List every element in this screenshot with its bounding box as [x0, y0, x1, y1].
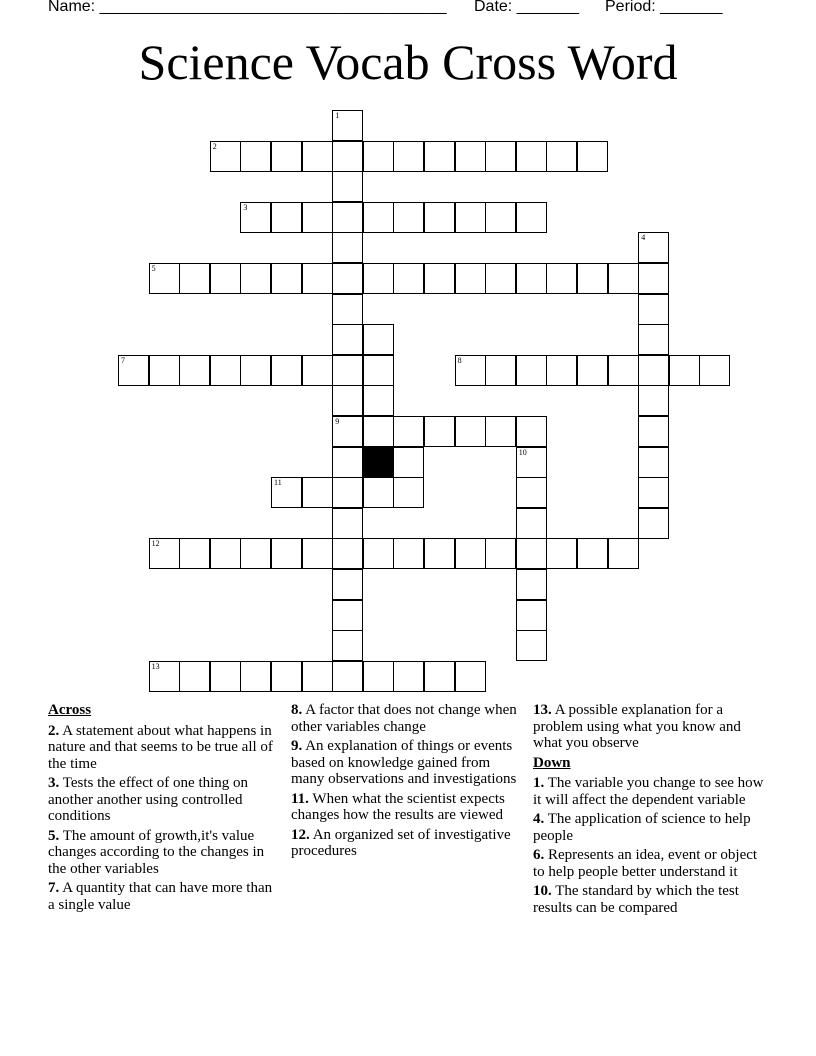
grid-cell[interactable] — [485, 538, 516, 569]
clue-down-6: 6. Represents an idea, event or object to help people better understand it — [533, 847, 758, 880]
grid-cell[interactable] — [516, 630, 547, 661]
grid-cell[interactable] — [546, 538, 577, 569]
grid-cell[interactable] — [118, 355, 149, 386]
grid-cell[interactable] — [638, 324, 669, 355]
grid-cell[interactable] — [638, 294, 669, 325]
grid-cell[interactable] — [363, 416, 394, 447]
grid-cell[interactable] — [332, 294, 363, 325]
grid-cell[interactable] — [149, 263, 180, 294]
grid-cell[interactable] — [240, 202, 271, 233]
grid-cell[interactable] — [516, 508, 547, 539]
grid-cell[interactable] — [485, 416, 516, 447]
grid-cell[interactable] — [638, 232, 669, 263]
clue-across-11: 11. When what the scientist expects changes how the results are viewed — [291, 790, 505, 823]
grid-cell[interactable] — [302, 202, 333, 233]
grid-cell[interactable] — [302, 355, 333, 386]
grid-cell[interactable] — [332, 141, 363, 172]
grid-cell[interactable] — [455, 202, 486, 233]
clue-across-13: 13. A possible explanation for a problem using what you know and what you observe — [533, 702, 741, 751]
grid-cell[interactable] — [179, 263, 210, 294]
grid-cell[interactable] — [393, 661, 424, 692]
grid-cell[interactable] — [332, 661, 363, 692]
grid-cell[interactable] — [332, 600, 363, 631]
grid-cell[interactable] — [608, 263, 639, 294]
clue-number: 13 — [151, 661, 160, 671]
grid-cell[interactable] — [210, 661, 241, 692]
grid-cell[interactable] — [271, 141, 302, 172]
clue-across-5: 5. The amount of growth,it's value changes according to the changes in the other variables — [48, 827, 265, 877]
grid-cell[interactable] — [363, 355, 394, 386]
grid-cell[interactable] — [393, 263, 424, 294]
grid-cell[interactable] — [332, 232, 363, 263]
grid-cell[interactable] — [271, 477, 302, 508]
grid-cell[interactable] — [363, 385, 394, 416]
grid-cell[interactable] — [332, 569, 363, 600]
grid-cell[interactable] — [271, 202, 302, 233]
clue-number: 8 — [457, 355, 462, 365]
grid-cell[interactable] — [149, 661, 180, 692]
grid-cell[interactable] — [393, 141, 424, 172]
clue-number: 4 — [641, 233, 646, 243]
grid-cell[interactable] — [363, 202, 394, 233]
grid-cell[interactable] — [455, 538, 486, 569]
blocked-cell — [363, 447, 394, 478]
grid-cell[interactable] — [638, 355, 669, 386]
grid-cell[interactable] — [485, 202, 516, 233]
clue-number: 9 — [335, 417, 340, 426]
grid-cell[interactable] — [424, 263, 455, 294]
grid-cell[interactable] — [516, 447, 547, 478]
grid-cell[interactable] — [638, 447, 669, 478]
grid-cell[interactable] — [332, 355, 363, 386]
clue-number: 10 — [518, 447, 527, 457]
across-heading: Across — [48, 702, 92, 718]
grid-cell[interactable] — [455, 661, 486, 692]
grid-cell[interactable] — [332, 263, 363, 294]
period-field[interactable]: Period: _______ — [605, 0, 723, 15]
grid-cell[interactable] — [699, 355, 730, 386]
grid-cell[interactable] — [179, 538, 210, 569]
grid-cell[interactable] — [332, 385, 363, 416]
grid-cell[interactable] — [393, 202, 424, 233]
grid-cell[interactable] — [332, 110, 363, 141]
grid-cell[interactable] — [485, 355, 516, 386]
grid-cell[interactable] — [332, 447, 363, 478]
grid-cell[interactable] — [332, 171, 363, 202]
clues-column-3 — [533, 702, 765, 919]
grid-cell[interactable] — [455, 263, 486, 294]
name-field[interactable]: Name: _______________________________________ — [48, 0, 447, 15]
grid-cell[interactable] — [424, 141, 455, 172]
grid-cell[interactable] — [516, 538, 547, 569]
clue-down-1: 1. The variable you change to see how it will affect the dependent variable — [533, 775, 764, 808]
grid-cell[interactable] — [485, 263, 516, 294]
grid-cell[interactable] — [302, 477, 333, 508]
grid-cell[interactable] — [546, 141, 577, 172]
clue-number: 7 — [121, 355, 125, 365]
grid-cell[interactable] — [271, 661, 302, 692]
clue-across-2: 2. A statement about what happens in nature and that seems to be true all of the time — [48, 722, 273, 772]
grid-cell[interactable] — [669, 355, 700, 386]
clue-number: 3 — [243, 202, 248, 212]
grid-cell[interactable] — [638, 416, 669, 447]
grid-cell[interactable] — [149, 355, 180, 386]
grid-cell[interactable] — [210, 538, 241, 569]
grid-cell[interactable] — [516, 569, 547, 600]
grid-cell[interactable] — [271, 263, 302, 294]
grid-cell[interactable] — [363, 477, 394, 508]
grid-cell[interactable] — [546, 355, 577, 386]
grid-cell[interactable] — [332, 630, 363, 661]
grid-cell[interactable] — [332, 324, 363, 355]
grid-cell[interactable] — [638, 508, 669, 539]
down-heading: Down — [533, 754, 571, 771]
grid-cell[interactable] — [179, 661, 210, 692]
grid-cell[interactable] — [516, 263, 547, 294]
clue-across-9: 9. An explanation of things or events based on knowledge gained from many observations and investigations — [291, 738, 517, 787]
grid-cell[interactable] — [638, 385, 669, 416]
clue-across-7: 7. A quantity that can have more than a single value — [48, 880, 273, 913]
clue-across-3: 3. Tests the effect of one thing on another another using controlled conditions — [48, 775, 249, 824]
grid-cell[interactable] — [363, 263, 394, 294]
grid-cell[interactable] — [638, 263, 669, 294]
grid-cell[interactable] — [363, 324, 394, 355]
clue-number: 5 — [151, 264, 156, 273]
grid-cell[interactable] — [424, 661, 455, 692]
grid-cell[interactable] — [363, 661, 394, 692]
grid-cell[interactable] — [516, 355, 547, 386]
clue-number: 11 — [274, 478, 282, 488]
grid-cell[interactable] — [332, 508, 363, 539]
grid-cell[interactable] — [149, 538, 180, 569]
grid-cell[interactable] — [577, 263, 608, 294]
grid-cell[interactable] — [240, 141, 271, 172]
grid-cell[interactable] — [210, 141, 241, 172]
grid-cell[interactable] — [302, 661, 333, 692]
clue-number: 2 — [212, 141, 217, 151]
grid-cell[interactable] — [332, 477, 363, 508]
date-field[interactable]: Date: _______ — [474, 0, 579, 15]
grid-cell[interactable] — [363, 141, 394, 172]
grid-cell[interactable] — [302, 538, 333, 569]
clues-column-1 — [48, 702, 280, 916]
grid-cell[interactable] — [302, 263, 333, 294]
grid-cell[interactable] — [332, 416, 363, 447]
grid-cell[interactable] — [608, 538, 639, 569]
grid-cell[interactable] — [516, 202, 547, 233]
grid-cell[interactable] — [210, 355, 241, 386]
grid-cell[interactable] — [546, 263, 577, 294]
grid-cell[interactable] — [485, 141, 516, 172]
grid-cell[interactable] — [516, 477, 547, 508]
grid-cell[interactable] — [455, 141, 486, 172]
grid-cell[interactable] — [332, 538, 363, 569]
grid-cell[interactable] — [332, 202, 363, 233]
clue-down-10: 10. The standard by which the test results can be compared — [533, 883, 739, 916]
grid-cell[interactable] — [363, 538, 394, 569]
clue-across-8: 8. A factor that does not change when other variables change — [291, 702, 517, 735]
clue-down-4: 4. The application of science to help people — [533, 811, 751, 844]
grid-cell[interactable] — [577, 355, 608, 386]
grid-cell[interactable] — [424, 538, 455, 569]
grid-cell[interactable] — [393, 416, 424, 447]
clue-across-12: 12. An organized set of investigative procedures — [291, 826, 511, 859]
grid-cell[interactable] — [516, 600, 547, 631]
grid-cell[interactable] — [577, 538, 608, 569]
grid-cell[interactable] — [455, 416, 486, 447]
grid-cell[interactable] — [608, 355, 639, 386]
grid-cell[interactable] — [179, 355, 210, 386]
grid-cell[interactable] — [424, 202, 455, 233]
grid-cell[interactable] — [240, 355, 271, 386]
grid-cell[interactable] — [393, 447, 424, 478]
clue-number: 1 — [335, 111, 340, 120]
grid-cell[interactable] — [577, 141, 608, 172]
clues-column-2 — [291, 702, 519, 863]
grid-cell[interactable] — [424, 416, 455, 447]
page-title: Science Vocab Cross Word — [138, 34, 678, 90]
grid-cell[interactable] — [516, 141, 547, 172]
grid-cell[interactable] — [516, 416, 547, 447]
grid-cell[interactable] — [240, 263, 271, 294]
grid-cell[interactable] — [240, 661, 271, 692]
grid-cell[interactable] — [271, 355, 302, 386]
grid-cell[interactable] — [240, 538, 271, 569]
grid-cell[interactable] — [638, 477, 669, 508]
grid-cell[interactable] — [455, 355, 486, 386]
grid-cell[interactable] — [393, 538, 424, 569]
grid-cell[interactable] — [393, 477, 424, 508]
clue-number: 12 — [151, 539, 160, 549]
grid-cell[interactable] — [271, 538, 302, 569]
grid-cell[interactable] — [210, 263, 241, 294]
grid-cell[interactable] — [302, 141, 333, 172]
